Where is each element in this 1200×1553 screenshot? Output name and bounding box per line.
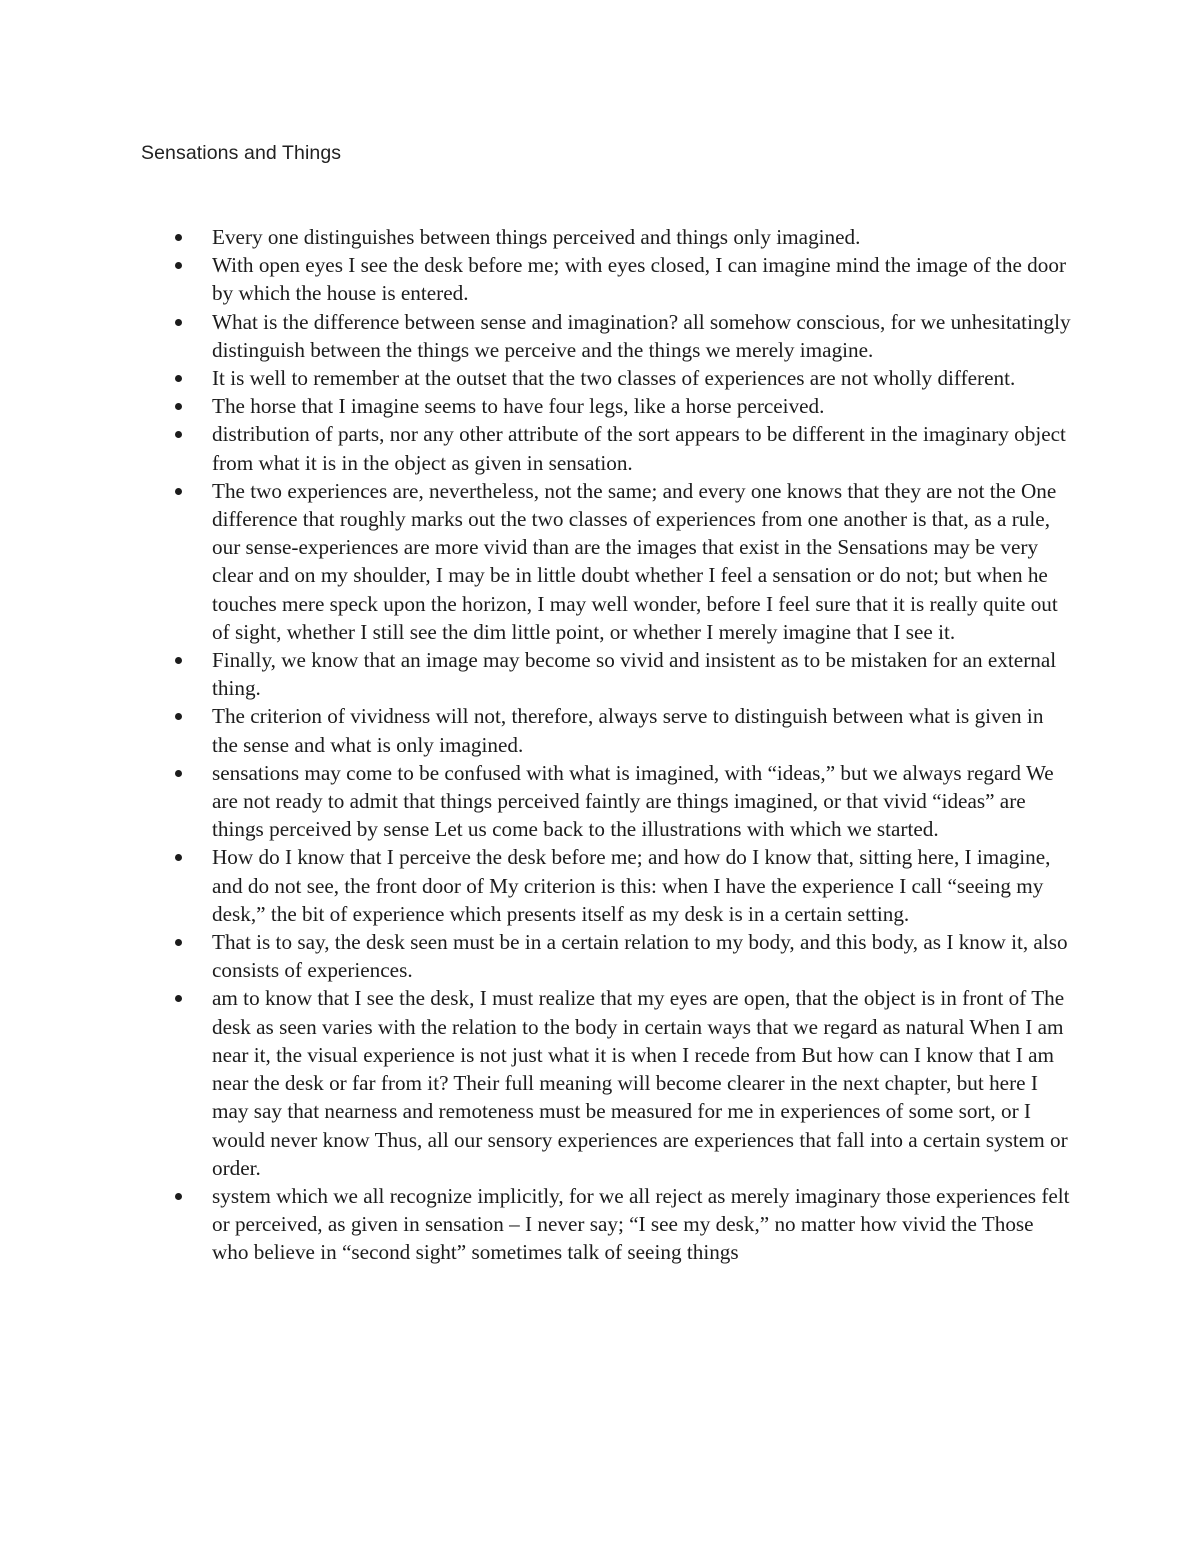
bullet-icon [175,1193,182,1200]
list-item-text: Every one distinguishes between things perceived and things only imagined. [212,225,861,249]
list-item-text: It is well to remember at the outset that the two classes of experiences are not wholly different. [212,366,1016,391]
bullet-icon [175,939,182,946]
list-item [141,223,1071,251]
list-item-text: system which we all recognize implicitly, for we all reject as merely imaginary those experiences felt or perceived, as given in sensation – I never say; “I see my desk,” no matter how vivid the Those who believe in “second sight” sometimes talk of seeing things [212,1183,1070,1265]
list-item [141,477,1071,646]
bullet-icon [175,431,182,438]
list-item-text: How do I know that I perceive the desk before me; and how do I know that, sitting here, I imagine, and do not see, the front door of My criterion is this: when I have the experience I call “seeing my desk,” the bit of experience which presents itself as my desk is in a certain setting. [212,845,1051,926]
list-item [141,251,1071,307]
bullet-icon [175,375,182,382]
bullet-icon [175,403,182,410]
list-item-text: distribution of parts, nor any other attribute of the sort appears to be different in the imaginary object from what it is in the object as given in sensation. [212,422,1066,475]
list-item [141,308,1071,364]
bullet-icon [175,854,182,861]
list-item-text: That is to say, the desk seen must be in a certain relation to my body, and this body, as I know it, also consists of experiences. [212,930,1068,983]
list-item [141,392,1071,420]
list-item-text: The horse that I imagine seems to have four legs, like a horse perceived. [212,394,825,419]
list-item [141,364,1071,392]
bullet-icon [175,488,182,495]
list-item-text: The criterion of vividness will not, therefore, always serve to distinguish between what is given in the sense and what is only imagined. [212,704,1044,757]
list-item [141,928,1071,984]
list-item-text: sensations may come to be confused with what is imagined, with “ideas,” but we always regard We are not ready to admit that things perceived faintly are things imagined, or that vivid “ideas” are things perceived by sense Let us come back to the illustrations with which we started. [212,760,1054,842]
bullet-icon [175,657,182,664]
bullet-icon [175,234,182,241]
list-item [141,702,1071,758]
list-item [141,1182,1071,1267]
list-item-text: With open eyes I see the desk before me; with eyes closed, I can imagine mind the image of the door by which the house is entered. [212,253,1067,306]
list-item-text: What is the difference between sense and imagination? all somehow conscious, for we unhesitatingly distinguish between the things we perceive and the things we merely imagine. [212,309,1071,362]
bullet-icon [175,319,182,326]
list-item-text: The two experiences are, nevertheless, not the same; and every one knows that they are not the One difference that roughly marks out the two classes of experiences from one another is that, as a rule, our sense-experiences are more vivid than are the images that exist in the Sensations may be very clear and on my shoulder, I may be in little doubt whether I feel a sensation or do not; but when he touches mere speck upon the horizon, I may well wonder, before I feel sure that it is really quite out of sight, whether I still see the dim little point, or whether I merely imagine that I see it. [212,478,1058,644]
list-item [141,646,1071,702]
list-item [141,420,1071,476]
bullet-icon [175,770,182,777]
list-item [141,759,1071,844]
bullet-icon [175,262,182,269]
list-item-text: Finally, we know that an image may become so vivid and insistent as to be mistaken for an external thing. [212,648,1057,701]
bullet-icon [175,995,182,1002]
bullet-list [141,223,1071,1267]
list-item-text: am to know that I see the desk, I must realize that my eyes are open, that the object is in front of The desk as seen varies with the relation to the body in certain ways that we regard as natural When I am near it, the visual experience is not just what it is when I recede from But how can I know that I am near the desk or far from it? Their full meaning will become clearer in the next chapter, but here I may say that nearness and remoteness must be measured for me in experiences of some sort, or I would never know Thus, all our sensory experiences are experiences that fall into a certain system or order. [212,986,1068,1180]
list-item [141,843,1071,928]
list-item [141,984,1071,1181]
bullet-icon [175,713,182,720]
document-title: Sensations and Things [141,142,342,164]
